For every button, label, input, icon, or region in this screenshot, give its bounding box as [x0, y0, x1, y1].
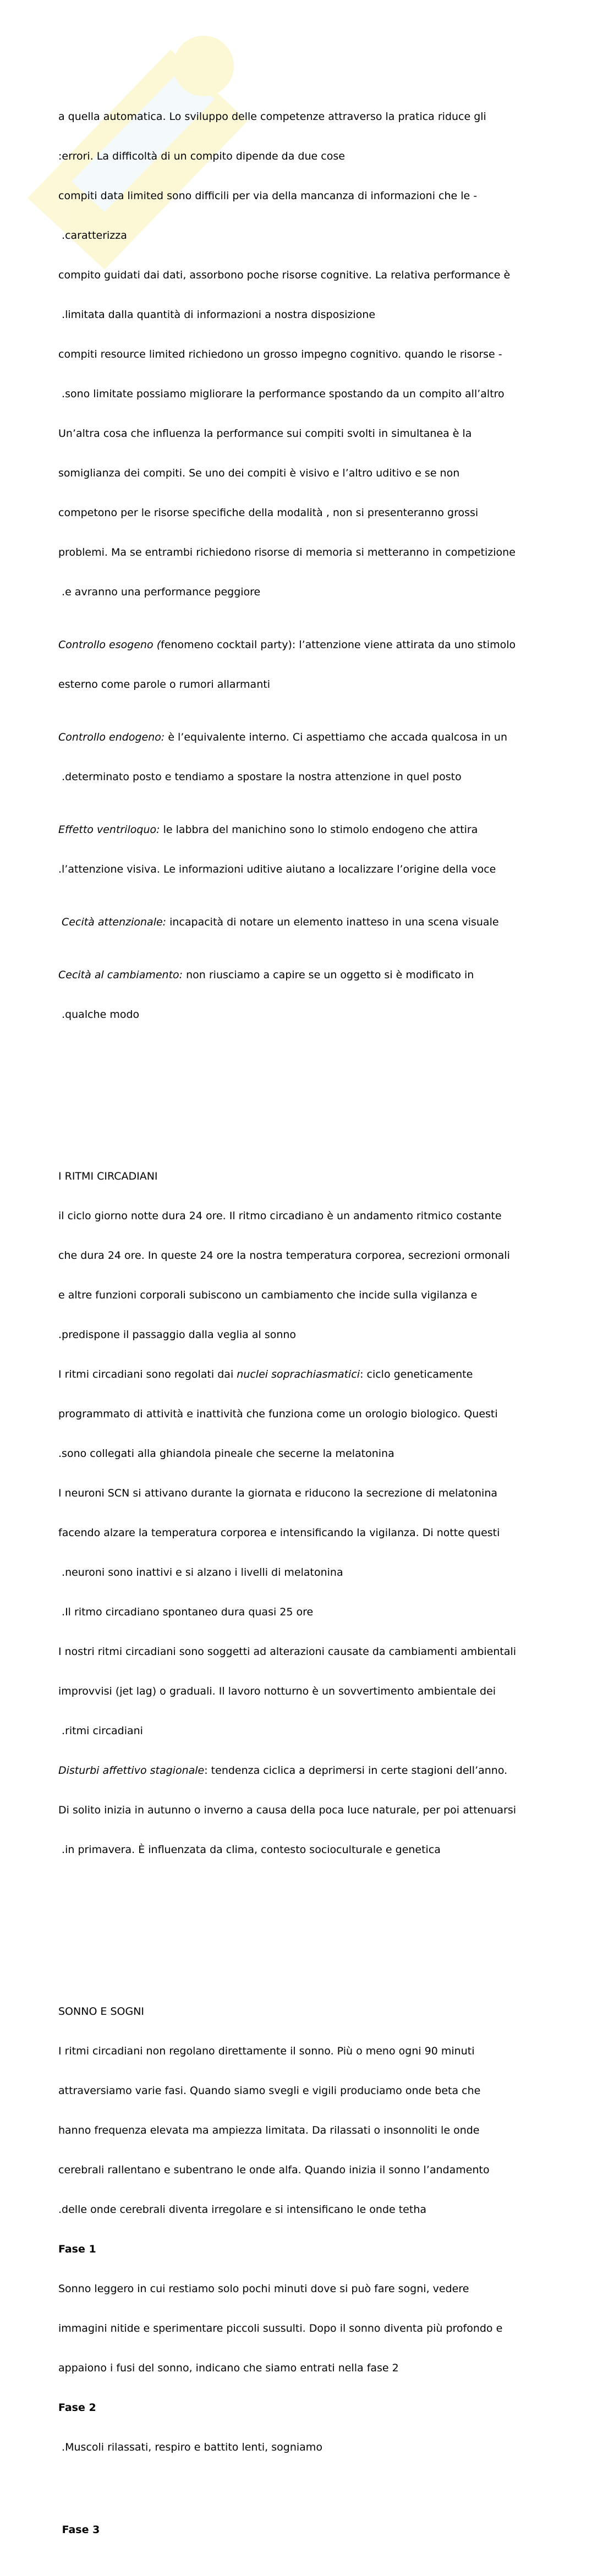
text-line: I ritmi circadiani non regolano direttamente il sonno. Più o meno ogni 90 minuti [58, 2045, 475, 2057]
text-line: .delle onde cerebrali diventa irregolare e si intensificano le onde tetha [58, 2204, 427, 2216]
text-line: programmato di attività e inattività che funziona come un orologio biologico. Questi [58, 1408, 498, 1420]
definition-text: non riusciamo a capire se un oggetto si è modificato in [183, 969, 474, 981]
definition-cecita-attenzionale [58, 916, 564, 929]
subheading-fase-2: Fase 2 [58, 2402, 96, 2414]
definition-cecita-cambiamento [58, 968, 564, 982]
text-line: I nostri ritmi circadiani sono soggetti ad alterazioni causate da cambiamenti ambientali [58, 1646, 517, 1658]
definition-text: : tendenza ciclica a deprimersi in certe stagioni dell’anno. [204, 1764, 508, 1777]
text-line: a quella automatica. Lo sviluppo delle competenze attraverso la pratica riduce gli [58, 111, 486, 123]
text-line: Un’altra cosa che influenza la performance sui compiti svolti in simultanea è la [58, 427, 472, 440]
definition-controllo-endogeno [58, 731, 564, 744]
text-line: problemi. Ma se entrambi richiedono risorse di memoria si metteranno in competizione [58, 546, 516, 558]
text-line: attraversiamo varie fasi. Quando siamo svegli e vigili produciamo onde beta che [58, 2085, 481, 2097]
text-line: compito guidati dai dati, assorbono poche risorse cognitive. La relativa performance è [58, 269, 511, 281]
text-line: appaiono i fusi del sonno, indicano che siamo entrati nella fase 2 [58, 2362, 399, 2374]
text-line: cerebrali rallentano e subentrano le onde alfa. Quando inizia il sonno l’andamento [58, 2164, 490, 2176]
text-line: compiti resource limited richiedono un grosso impegno cognitivo. quando le risorse - [58, 348, 502, 360]
definition-controllo-esogeno [58, 638, 564, 651]
term: Cecità al cambiamento: [58, 969, 183, 981]
text-line: .determinato posto e tendiamo a spostare la nostra attenzione in quel posto [58, 771, 462, 783]
text-line: .l’attenzione visiva. Le informazioni uditive aiutano a localizzare l’origine della voce [58, 863, 496, 875]
term: Cecità attenzionale: [58, 916, 167, 928]
text-line: esterno come parole o rumori allarmanti [58, 678, 270, 690]
document-page [58, 57, 564, 2576]
text-line: e altre funzioni corporali subiscono un cambiamento che incide sulla vigilanza e [58, 1289, 478, 1301]
text-line: hanno frequenza elevata ma ampiezza limitata. Da rilassati o insonnoliti le onde [58, 2124, 480, 2136]
text-line: I neuroni SCN si attivano durante la giornata e riducono la secrezione di melatonina [58, 1487, 498, 1499]
text-line: :errori. La difficoltà di un compito dipende da due cose [58, 150, 345, 162]
text-line: .sono collegati alla ghiandola pineale che secerne la melatonina [58, 1448, 394, 1460]
term: nuclei soprachiasmatici [237, 1368, 360, 1380]
text-line: che dura 24 ore. In queste 24 ore la nostra temperatura corporea, secrezioni ormonali [58, 1249, 510, 1262]
text-line: Di solito inizia in autunno o inverno a causa della poca luce naturale, per poi attenuarsi [58, 1804, 516, 1816]
text-line: .predispone il passaggio dalla veglia al sonno [58, 1329, 297, 1341]
section-sonno-sogni [58, 1978, 564, 2563]
definition-effetto-ventriloquo [58, 823, 564, 836]
text-line: .in primavera. È influenzata da clima, contesto socioculturale e genetica [58, 1844, 441, 1856]
definition-text: fenomeno cocktail party): l’attenzione viene attirata da uno stimolo [161, 639, 516, 651]
text-line: .qualche modo [58, 1009, 140, 1021]
section-heading: I RITMI CIRCADIANI [58, 1170, 158, 1182]
term: Effetto ventriloquo: [58, 824, 160, 836]
text-line: improvvisi (jet lag) o graduali. Il lavoro notturno è un sovvertimento ambientale dei [58, 1685, 496, 1697]
section-ritmi-circadiani [58, 1143, 564, 1883]
text-line: .neuroni sono inattivi e si alzano i livelli di melatonina [58, 1566, 343, 1579]
text-line: .Il ritmo circadiano spontaneo dura quasi 25 ore [58, 1606, 314, 1618]
text-line: .e avranno una performance peggiore [58, 586, 261, 598]
spacer [58, 1922, 564, 1939]
definition-text: le labbra del manichino sono lo stimolo endogeno che attira [160, 824, 478, 836]
subheading-fase-1: Fase 1 [58, 2243, 96, 2255]
spacer [58, 1087, 564, 1104]
text-line: competono per le risorse specifiche della modalità , non si presenteranno grossi [58, 507, 479, 519]
text-line: .sono limitate possiamo migliorare la performance spostando da un compito all’altro [58, 388, 505, 400]
spacer [58, 2480, 564, 2497]
text-line: somiglianza dei compiti. Se uno dei compiti è visivo e l’altro uditivo e se non [58, 467, 460, 479]
definition-disturbi [58, 1764, 564, 1777]
term: Disturbi affettivo stagionale [58, 1764, 205, 1777]
term: Controllo esogeno ( [58, 639, 161, 651]
text-line: compiti data limited sono difficili per via della mancanza di informazioni che le - [58, 190, 478, 202]
text-line: .ritmi circadiani [58, 1725, 143, 1737]
text-pre: I ritmi circadiani sono regolati dai [58, 1368, 237, 1380]
text-line: immagini nitide e sperimentare piccoli sussulti. Dopo il sonno diventa più profondo e [58, 2322, 503, 2334]
section-attention [58, 84, 564, 1048]
definition-nuclei [58, 1368, 564, 1381]
definition-text: incapacità di notare un elemento inatteso in una scena visuale [166, 916, 499, 928]
text-line: .Muscoli rilassati, respiro e battito lenti, sogniamo [58, 2441, 322, 2453]
term: Controllo endogeno: [58, 731, 165, 743]
text-line: .caratterizza [58, 229, 127, 242]
text-line: facendo alzare la temperatura corporea e intensificando la vigilanza. Di notte questi [58, 1527, 500, 1539]
text-line: Sonno leggero in cui restiamo solo pochi minuti dove si può fare sogni, vedere [58, 2283, 469, 2295]
subheading-fase-3: Fase 3 [58, 2524, 100, 2536]
definition-text: è l’equivalente interno. Ci aspettiamo che accada qualcosa in un [165, 731, 507, 743]
section-heading: SONNO E SOGNI [58, 2005, 145, 2018]
text-line: .limitata dalla quantità di informazioni a nostra disposizione [58, 309, 376, 321]
text-post: : ciclo geneticamente [360, 1368, 473, 1380]
text-line: il ciclo giorno notte dura 24 ore. Il ritmo circadiano è un andamento ritmico costante [58, 1210, 502, 1222]
